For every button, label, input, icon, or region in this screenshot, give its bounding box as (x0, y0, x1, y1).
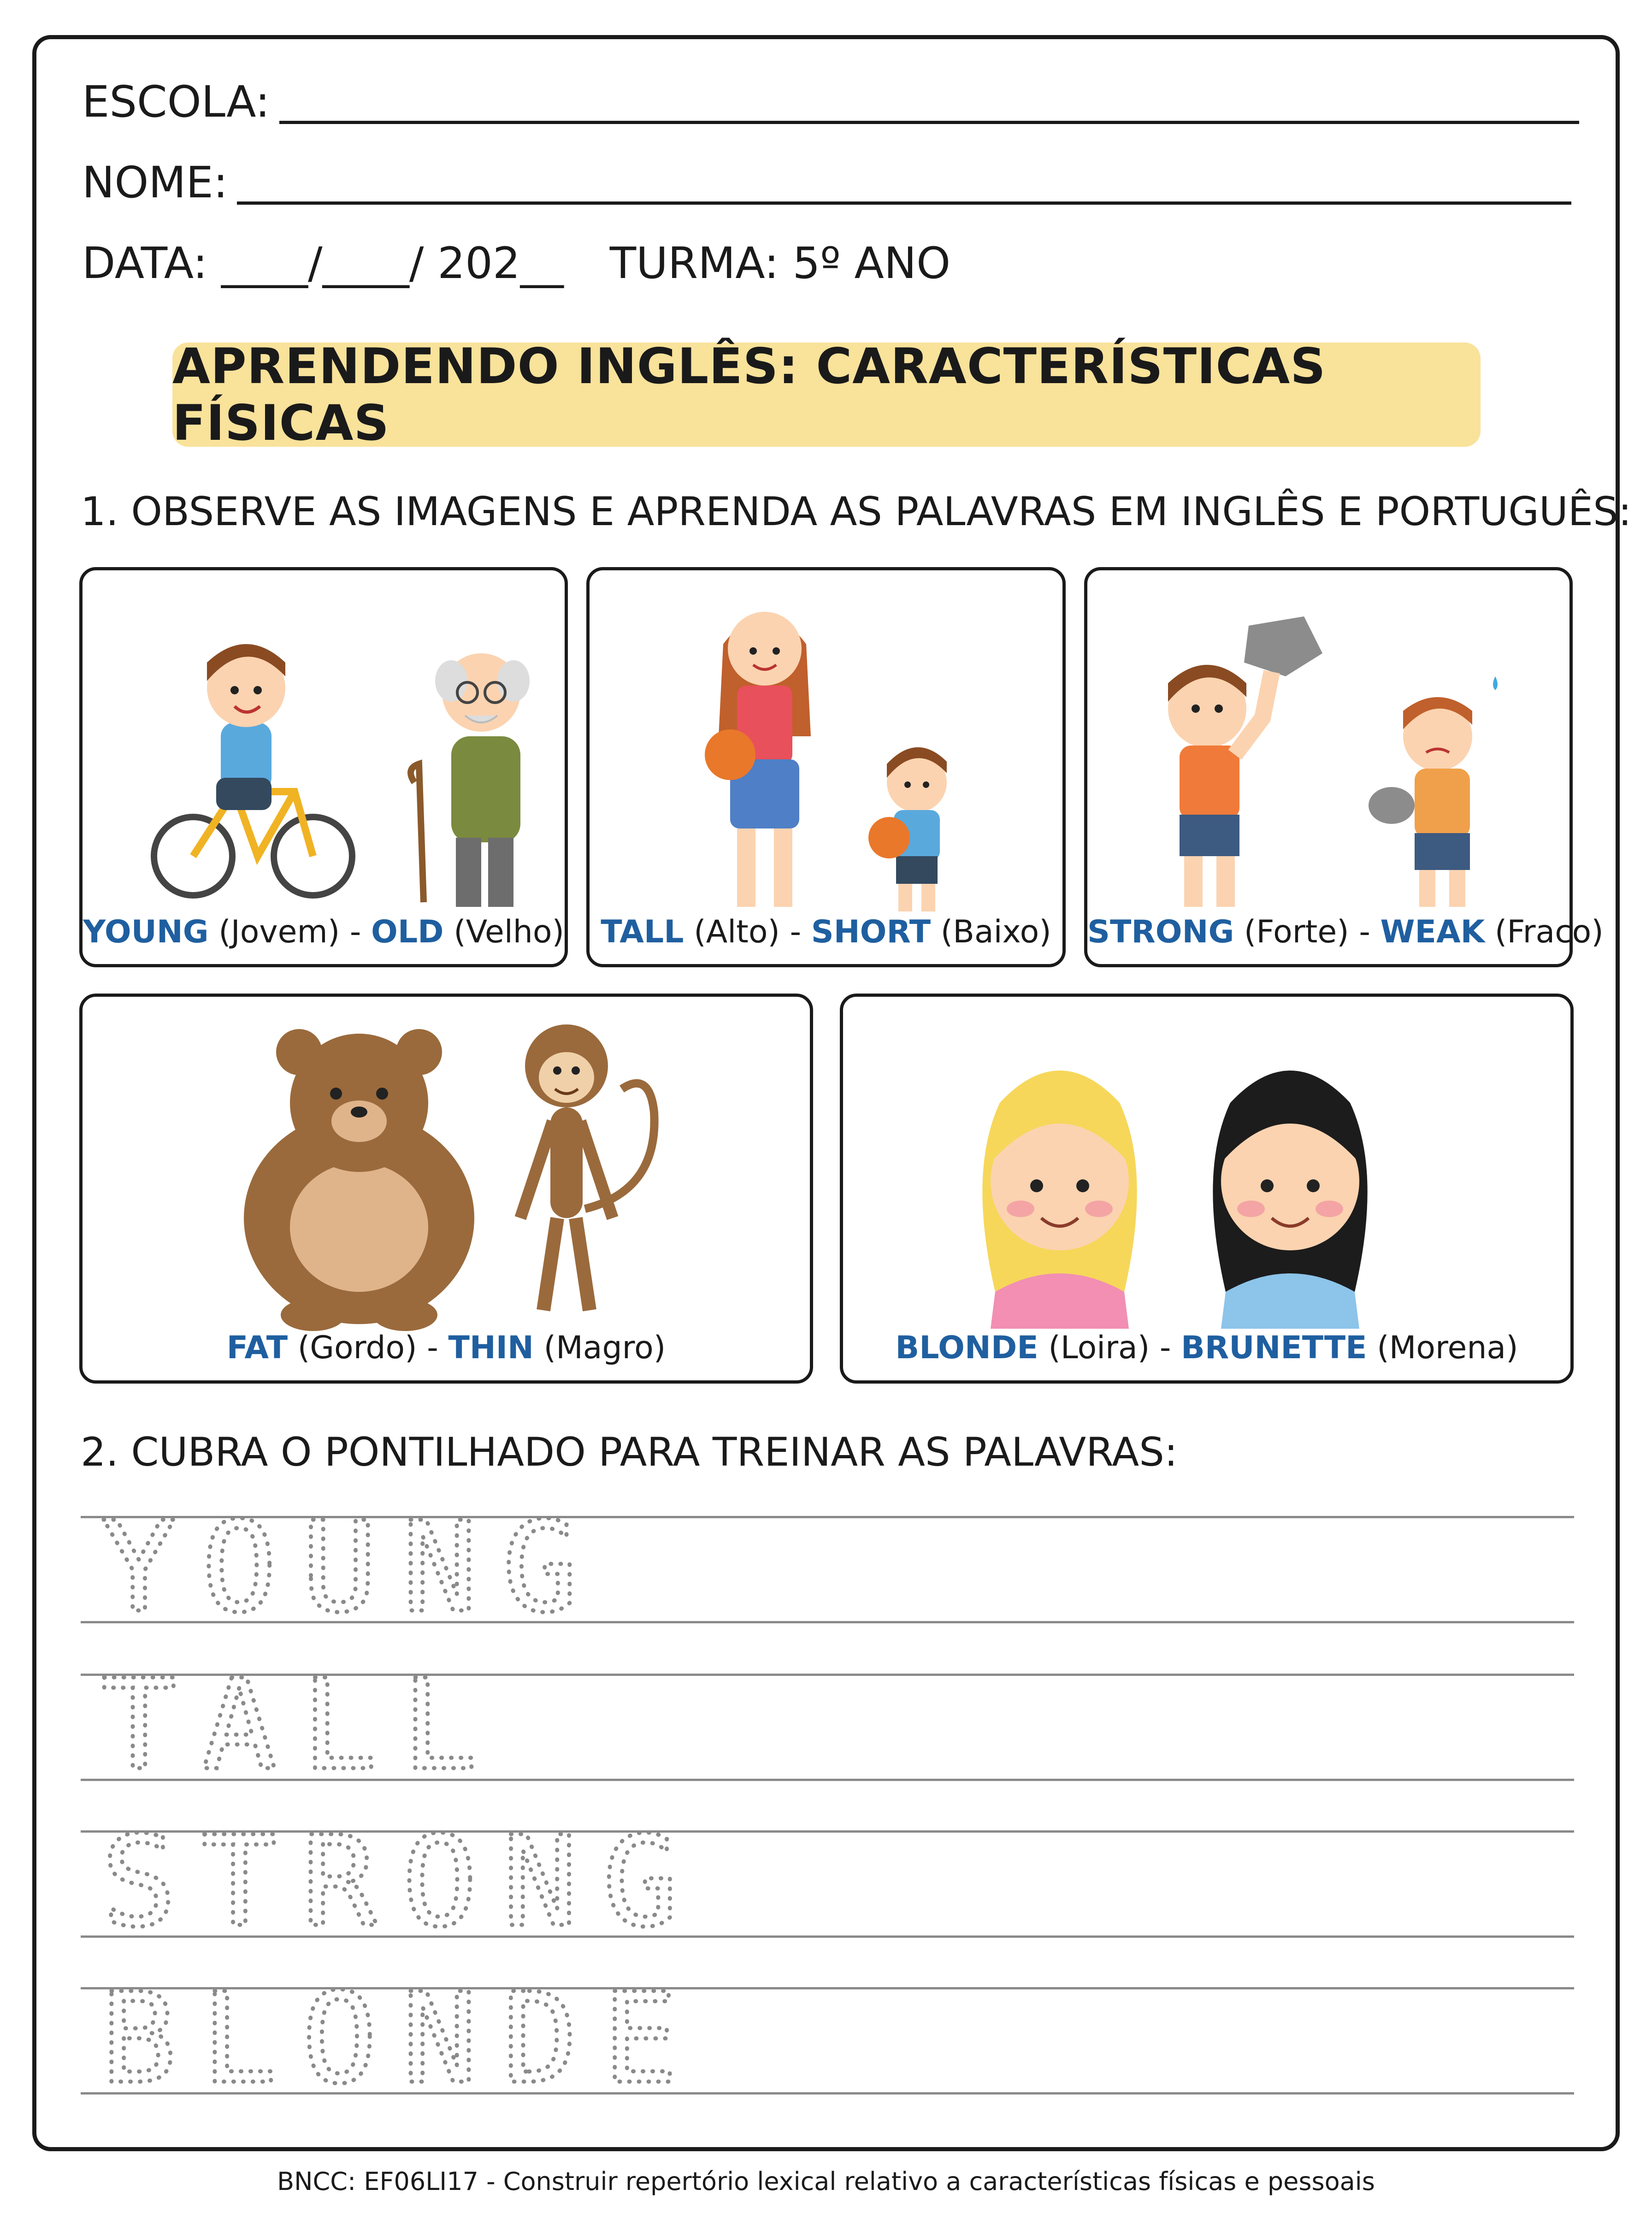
dotted-word-tall[interactable] (101, 1652, 931, 1798)
name-blank (237, 165, 1571, 205)
caption-blonde-brunette (843, 1330, 1570, 1366)
date-label: DATA: ____/____/ 202__ (82, 238, 564, 289)
trans-brunette: (Morena) (1377, 1330, 1518, 1366)
trace-row-blonde[interactable] (81, 1966, 1574, 2111)
name-label: NOME: (82, 158, 228, 208)
caption-fat-thin (83, 1330, 810, 1366)
trace-bottom-line (81, 2092, 1574, 2095)
strong-weak-illustration (1087, 570, 1576, 921)
word-strong: STRONG (1087, 914, 1234, 950)
trans-tall: (Alto) (694, 914, 780, 950)
blonde-brunette-illustration (843, 997, 1577, 1338)
word-fat: FAT (226, 1330, 288, 1366)
date-class-line (82, 238, 951, 289)
trans-young: (Jovem) (218, 914, 340, 950)
word-young: YOUNG (83, 914, 209, 950)
trans-strong: (Forte) (1244, 914, 1349, 950)
caption-young-old (83, 914, 565, 950)
dotted-word-strong[interactable] (101, 1809, 1069, 1954)
trans-blonde: (Loira) (1048, 1330, 1150, 1366)
caption-sep: - (1359, 914, 1370, 950)
card-young-old (79, 567, 568, 967)
young-old-illustration (83, 570, 571, 921)
word-brunette: BRUNETTE (1181, 1330, 1367, 1366)
trans-old: (Velho) (454, 914, 564, 950)
word-old: OLD (371, 914, 444, 950)
trace-row-young[interactable] (81, 1495, 1574, 1640)
footer-bncc: BNCC: EF06LI17 - Construir repertório lexical relativo a características físicas e pessoais (277, 2167, 1375, 2196)
dotted-text-blonde: BLONDE (101, 1966, 703, 2111)
trace-bottom-line (81, 1935, 1574, 1938)
trace-bottom-line (81, 1779, 1574, 1781)
card-blonde-brunette (840, 994, 1574, 1384)
title-banner: APRENDENDO INGLÊS: CARACTERÍSTICAS FÍSICAS (172, 343, 1481, 447)
fat-thin-illustration (83, 997, 816, 1338)
word-tall: TALL (601, 914, 684, 950)
section1-heading: 1. OBSERVE AS IMAGENS E APRENDA AS PALAVRAS EM INGLÊS E PORTUGUÊS: (81, 489, 1632, 535)
dotted-text-strong: STRONG (101, 1809, 703, 1954)
dotted-word-blonde[interactable] (101, 1966, 1069, 2111)
word-short: SHORT (811, 914, 931, 950)
caption-sep: - (790, 914, 802, 950)
card-tall-short (586, 567, 1066, 967)
dotted-word-young[interactable] (101, 1495, 931, 1640)
dotted-text-young: YOUNG (101, 1495, 603, 1640)
trans-short: (Baixo) (940, 914, 1051, 950)
school-field (82, 77, 1579, 127)
word-blonde: BLONDE (895, 1330, 1038, 1366)
word-weak: WEAK (1380, 914, 1485, 950)
dotted-text-tall: TALL (101, 1652, 503, 1798)
card-fat-thin (79, 994, 813, 1384)
caption-strong-weak (1087, 914, 1604, 950)
word-thin: THIN (448, 1330, 534, 1366)
trans-weak: (Fraco) (1494, 914, 1604, 950)
trace-bottom-line (81, 1621, 1574, 1623)
name-field (82, 158, 1571, 208)
class-label: TURMA: 5º ANO (609, 238, 951, 289)
caption-sep: - (349, 914, 361, 950)
caption-sep: - (427, 1330, 438, 1366)
trans-thin: (Magro) (543, 1330, 666, 1366)
caption-tall-short (590, 914, 1062, 950)
school-blank (279, 84, 1579, 124)
tall-short-illustration (590, 570, 1069, 921)
trace-row-strong[interactable] (81, 1809, 1574, 1954)
card-strong-weak (1084, 567, 1604, 967)
trans-fat: (Gordo) (297, 1330, 417, 1366)
school-label: ESCOLA: (82, 77, 270, 127)
trace-row-tall[interactable] (81, 1652, 1574, 1798)
caption-sep: - (1159, 1330, 1171, 1366)
section2-heading: 2. CUBRA O PONTILHADO PARA TREINAR AS PALAVRAS: (81, 1429, 1178, 1475)
